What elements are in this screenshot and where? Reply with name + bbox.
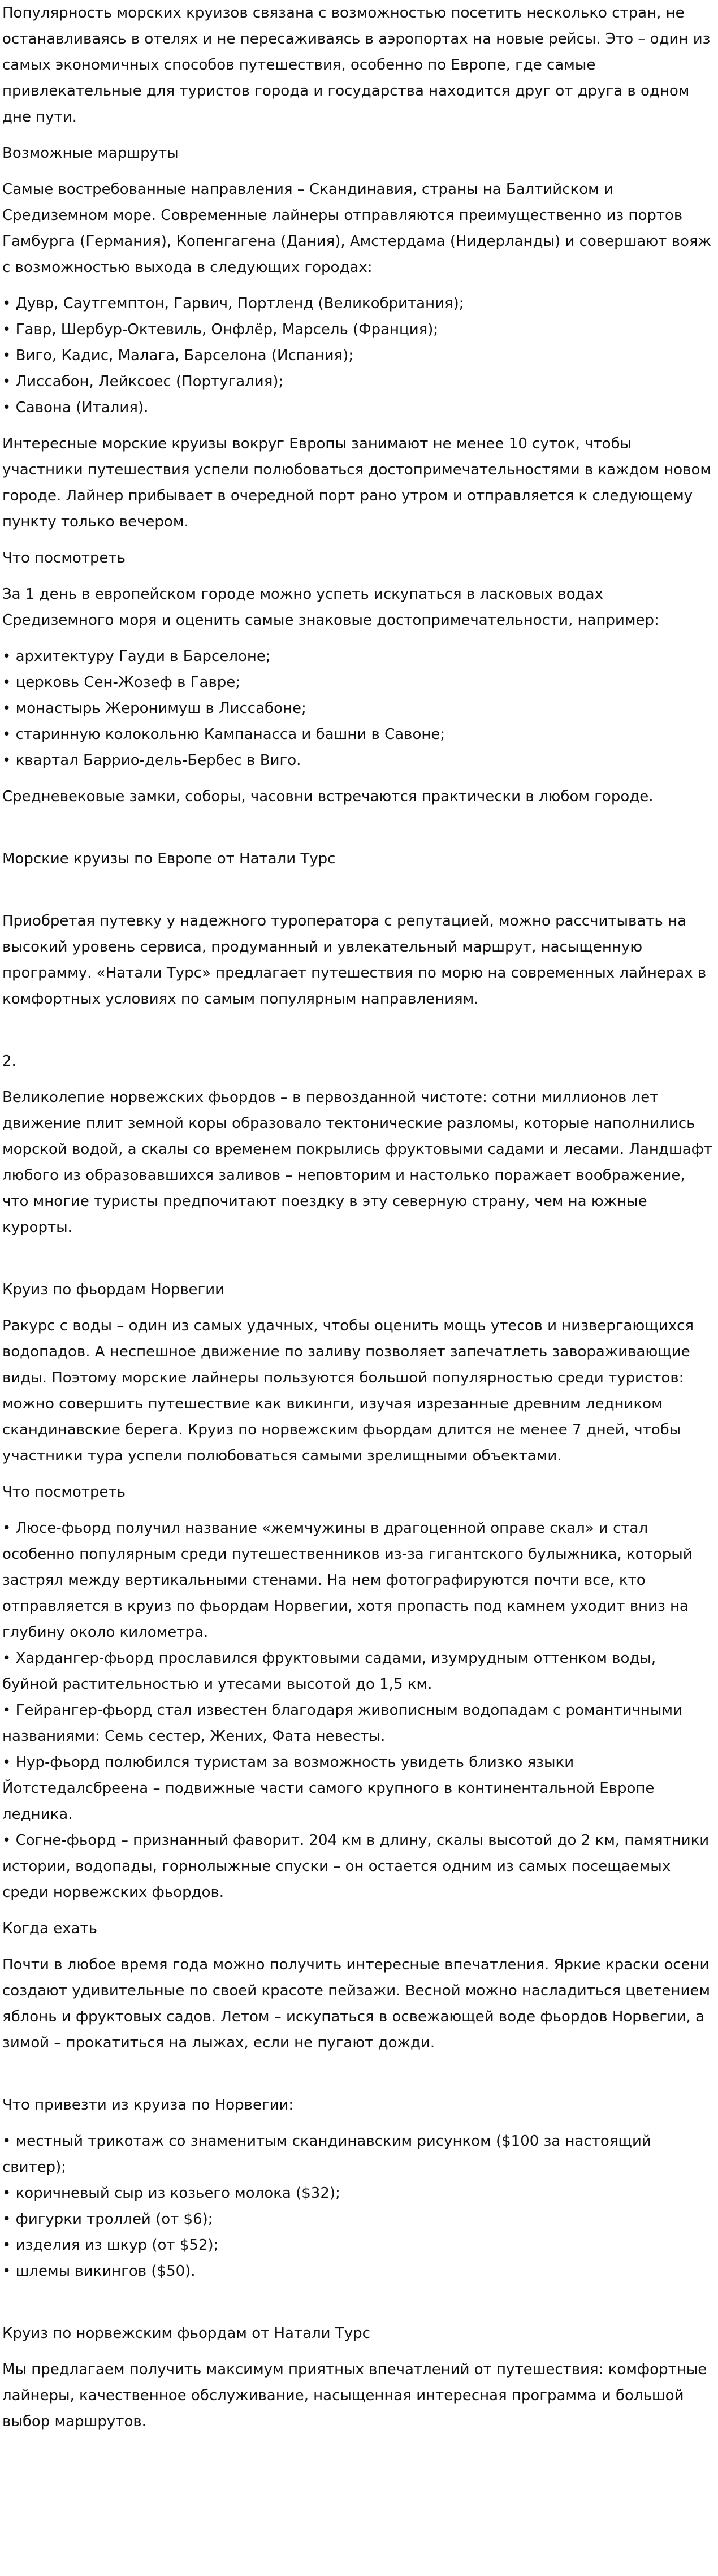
sights-list — [2, 643, 715, 773]
when-heading: Когда ехать — [2, 1920, 97, 1937]
see-europe-paragraph: За 1 день в европейском городе можно успеть искупаться в ласковых водах Средиземного моря и оценить самые знаковые достопримечательности, например: — [2, 586, 659, 629]
see-norway-heading: Что посмотреть — [2, 1484, 126, 1501]
list-item: • Дувр, Саутгемптон, Гарвич, Портленд (Великобритания); — [2, 295, 464, 312]
list-item: • местный трикотаж со знаменитым скандинавским рисунком ($100 за настоящий свитер); — [2, 2133, 651, 2176]
natali-europe-heading: Морские круизы по Европе от Натали Турс — [2, 850, 336, 867]
natali-norway-heading: Круиз по норвежским фьордам от Натали Турс — [2, 2325, 370, 2342]
list-item: • церковь Сен-Жозеф в Гавре; — [2, 674, 241, 691]
list-item: • Лиссабон, Лейксоес (Португалия); — [2, 373, 284, 390]
norway-intro-paragraph: Великолепие норвежских фьордов – в первозданной чистоте: сотни миллионов лет движение плит земной коры образовало тектонические разломы, которые наполнились морской водой, а скалы со временем покрылись фруктовыми садами и лесами. Ландшафт любого из образовавшихся заливов – неповторим и настолько поражает воображение, что многие туристы предпочитают поездку в эту северную страну, чем на южные курорты. — [2, 1089, 713, 1236]
list-item: • старинную колокольню Кампанасса и башни в Савоне; — [2, 726, 445, 743]
list-item: • квартал Баррио-дель-Бербес в Виго. — [2, 752, 301, 769]
list-item: • Нур-фьорд полюбился туристам за возможность увидеть близко языки Йотстедалсбреена – подвижные части самого крупного в континентальной Европе ледника. — [2, 1754, 655, 1823]
list-item: • коричневый сыр из козьего молока ($32); — [2, 2185, 340, 2202]
see-europe-heading: Что посмотреть — [2, 550, 126, 567]
list-item: • изделия из шкур (от $52); — [2, 2237, 219, 2254]
ports-list — [2, 291, 715, 421]
section-number: 2. — [2, 1053, 16, 1070]
list-item: • Гавр, Шербур-Октевиль, Онфлёр, Марсель (Франция); — [2, 321, 439, 338]
list-item: • Савона (Италия). — [2, 399, 149, 416]
list-item: • Согне-фьорд – признанный фаворит. 204 км в длину, скалы высотой до 2 км, памятники истории, водопады, горнолыжные спуски – он остается одним из самых посещаемых среди норвежских фьордов. — [2, 1832, 710, 1901]
list-item: • Люсе-фьорд получил название «жемчужины в драгоценной оправе скал» и стал особенно популярным среди путешественников из-за гигантского булыжника, который застрял между вертикальными стенами. На нем фотографируются почти все, кто отправляется в круиз по фьордам Норвегии, хотя пропасть под камнем уходит вниз на глубину около километра. — [2, 1520, 693, 1641]
natali-norway-paragraph: Мы предлагаем получить максимум приятных впечатлений от путешествия: комфортные лайнеры, качественное обслуживание, насыщенная интересная программа и большой выбор маршрутов. — [2, 2361, 707, 2430]
list-item: • Виго, Кадис, Малага, Барселона (Испания); — [2, 347, 354, 364]
list-item: • архитектуру Гауди в Барселоне; — [2, 648, 271, 665]
list-item: • фигурки троллей (от $6); — [2, 2211, 213, 2228]
list-item: • Хардангер-фьорд прославился фруктовыми садами, изумрудным оттенком воды, буйной растительностью и утесами высотой до 1,5 км. — [2, 1650, 656, 1693]
routes-after-paragraph: Интересные морские круизы вокруг Европы занимают не менее 10 суток, чтобы участники путешествия успели полюбоваться достопримечательностями в каждом новом городе. Лайнер прибывает в очередной порт рано утром и отправляется к следующему пункту только вечером. — [2, 435, 712, 530]
routes-heading: Возможные маршруты — [2, 145, 179, 162]
intro-paragraph: Популярность морских круизов связана с возможностью посетить несколько стран, не останавливаясь в отелях и не пересаживаясь в аэропортах на новые рейсы. Это – один из самых экономичных способов путешествия, особенно по Европе, где самые привлекательные для туристов города и государства находится друг от друга в одном дне пути. — [2, 5, 711, 126]
list-item: • Гейрангер-фьорд стал известен благодаря живописным водопадам с романтичными названиями: Семь сестер, Жених, Фата невесты. — [2, 1702, 682, 1745]
fjords-cruise-paragraph: Ракурс с воды – один из самых удачных, чтобы оценить мощь утесов и низвергающихся водопадов. А неспешное движение по заливу позволяет запечатлеть завораживающие виды. Поэтому морские лайнеры пользуются большой популярностью среди туристов: можно совершить путешествие как викинги, изучая изрезанные древним ледником скандинавские берега. Круиз по норвежским фьордам длится не менее 7 дней, чтобы участники тура успели полюбоваться самыми зрелищными объектами. — [2, 1317, 694, 1464]
fjords-cruise-heading: Круиз по фьордам Норвегии — [2, 1281, 224, 1298]
list-item: • монастырь Жеронимуш в Лиссабоне; — [2, 700, 306, 717]
souvenirs-list — [2, 2128, 715, 2284]
routes-paragraph: Самые востребованные направления – Скандинавия, страны на Балтийском и Средиземном море. Современные лайнеры отправляются преимущественно из портов Гамбурга (Германия), Копенгагена (Дания), Амстердама (Нидерланды) и совершают вояж с возможностью выхода в следующих городах: — [2, 181, 711, 276]
souvenirs-heading: Что привезти из круиза по Норвегии: — [2, 2097, 294, 2113]
natali-europe-paragraph: Приобретая путевку у надежного туроператора с репутацией, можно рассчитывать на высокий уровень сервиса, продуманный и увлекательный маршрут, насыщенную программу. «Натали Турс» предлагает путешествия по морю на современных лайнерах в комфортных условиях по самым популярным направлениям. — [2, 913, 707, 1008]
fjords-list — [2, 1515, 715, 1905]
when-paragraph: Почти в любое время года можно получить интересные впечатления. Яркие краски осени создают удивительные по своей красоте пейзажи. Весной можно насладиться цветением яблонь и фруктовых садов. Летом – искупаться в освежающей воде фьордов Норвегии, а зимой – прокатиться на лыжах, если не пугают дожди. — [2, 1956, 710, 2051]
see-europe-after-paragraph: Средневековые замки, соборы, часовни встречаются практически в любом городе. — [2, 788, 654, 805]
list-item: • шлемы викингов ($50). — [2, 2263, 196, 2280]
